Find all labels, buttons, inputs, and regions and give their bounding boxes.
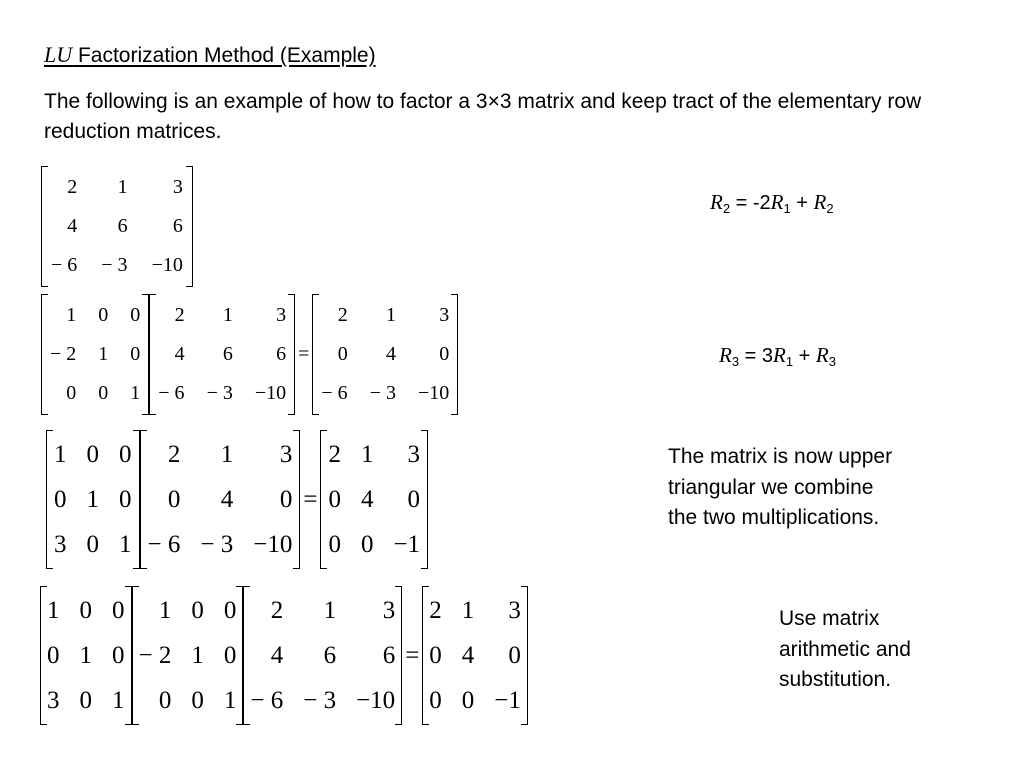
matrix-entry: 1 (98, 343, 109, 365)
matrix-entry: 0 (119, 440, 132, 468)
matrix-entry: 4 (67, 215, 78, 237)
matrix-entry: 0 (360, 530, 374, 558)
matrix-entry: 3 (508, 596, 521, 624)
matrix-entry: −10 (253, 530, 293, 558)
matrix-entry: 0 (167, 485, 181, 513)
matrix (149, 294, 295, 415)
matrix-entry: 0 (337, 343, 348, 365)
matrix-entry: 0 (508, 641, 521, 669)
matrix-entry: −1 (393, 530, 421, 558)
matrix-entry: 3 (382, 596, 396, 624)
matrix-entry: 0 (112, 596, 125, 624)
matrix-entry: − 3 (369, 382, 396, 404)
matrix-entry: 2 (337, 304, 348, 326)
matrix-entry: 2 (270, 596, 284, 624)
matrix-entry: − 6 (321, 382, 348, 404)
matrix-entry: 0 (119, 485, 132, 513)
equation-combined (40, 586, 528, 725)
matrix-entry: 0 (223, 641, 237, 669)
matrix-entry: − 6 (158, 382, 185, 404)
equals-sign: = (303, 485, 318, 513)
matrix-entry: 1 (223, 686, 237, 714)
row-operation-2: $R_3 = 3R_1 + R_3$ (719, 343, 836, 369)
equation-original-matrix (41, 166, 193, 287)
matrix-entry: 6 (222, 343, 233, 365)
matrix-entry: 3 (54, 530, 67, 558)
matrix-entry: 3 (172, 176, 183, 198)
matrix-entry: 0 (429, 641, 442, 669)
equals-sign: = (298, 343, 310, 365)
matrix-entry: 0 (130, 304, 141, 326)
matrix-entry: 0 (158, 686, 172, 714)
matrix-entry: 1 (461, 596, 475, 624)
matrix-entry: 0 (98, 382, 109, 404)
matrix-entry: 3 (276, 304, 287, 326)
equals-sign: = (405, 641, 420, 669)
matrix-entry: 0 (407, 485, 421, 513)
matrix-entry: 1 (117, 176, 128, 198)
matrix-entry: 6 (323, 641, 337, 669)
matrix-entry: 0 (439, 343, 450, 365)
matrix-entry: 2 (167, 440, 181, 468)
title-lu: LU (44, 42, 73, 67)
page-title (44, 42, 376, 68)
matrix-entry: 4 (461, 641, 475, 669)
matrix-entry: 0 (191, 686, 204, 714)
matrix-entry: −10 (356, 686, 396, 714)
matrix (320, 430, 428, 569)
matrix-entry: 0 (223, 596, 237, 624)
matrix-entry: 0 (328, 485, 341, 513)
matrix-entry: 2 (174, 304, 185, 326)
matrix-entry: 0 (54, 485, 67, 513)
matrix-entry: 1 (130, 382, 141, 404)
matrix-entry: − 3 (101, 254, 128, 276)
matrix-entry: 1 (222, 304, 233, 326)
matrix-entry: 1 (360, 440, 374, 468)
matrix (41, 294, 149, 415)
matrix-entry: 4 (385, 343, 396, 365)
matrix-entry: −1 (494, 686, 521, 714)
matrix-entry: 2 (67, 176, 78, 198)
matrix-entry: 1 (158, 596, 172, 624)
matrix-entry: 6 (276, 343, 287, 365)
matrix-entry: 6 (117, 215, 128, 237)
matrix-entry: 0 (328, 530, 341, 558)
matrix-entry: 1 (385, 304, 396, 326)
matrix (140, 430, 301, 569)
matrix-entry: 0 (86, 530, 99, 558)
equation-step-one (41, 294, 458, 415)
matrix-entry: −10 (254, 382, 287, 404)
matrix-entry: 0 (130, 343, 141, 365)
matrix-entry: 1 (323, 596, 337, 624)
matrix-entry: 0 (66, 382, 77, 404)
matrix-entry: 2 (429, 596, 442, 624)
intro-paragraph: The following is an example of how to factor a 3×3 matrix and keep tract of the elementary row reduction matrices. (44, 90, 922, 143)
matrix-entry: 0 (98, 304, 109, 326)
matrix-entry: 1 (79, 641, 92, 669)
matrix-entry: 0 (429, 686, 442, 714)
matrix-entry: 0 (86, 440, 99, 468)
matrix (132, 586, 244, 725)
matrix-entry: 0 (191, 596, 204, 624)
matrix-entry: 0 (279, 485, 293, 513)
matrix-entry: 0 (79, 596, 92, 624)
matrix-entry: − 3 (303, 686, 337, 714)
matrix-entry: 1 (191, 641, 204, 669)
matrix-entry: −10 (417, 382, 450, 404)
matrix-entry: 2 (328, 440, 341, 468)
note-matrix-arithmetic: Use matrix arithmetic and substitution. (779, 607, 911, 691)
matrix-entry: 1 (220, 440, 234, 468)
matrix-entry: 3 (439, 304, 450, 326)
matrix-entry: −10 (151, 254, 183, 276)
matrix (312, 294, 458, 415)
matrix-entry: 6 (382, 641, 396, 669)
matrix-entry: − 6 (147, 530, 181, 558)
equation-step-two (46, 430, 428, 569)
matrix-entry: 1 (66, 304, 77, 326)
matrix-entry: − 2 (50, 343, 77, 365)
matrix-entry: 0 (112, 641, 125, 669)
matrix (422, 586, 528, 725)
matrix-entry: − 2 (138, 641, 172, 669)
matrix-entry: 3 (279, 440, 293, 468)
matrix-entry: 1 (54, 440, 67, 468)
matrix-entry: 4 (270, 641, 284, 669)
matrix-entry: 4 (360, 485, 374, 513)
matrix-entry: 3 (407, 440, 421, 468)
matrix-entry: 0 (79, 686, 92, 714)
title-text: Factorization Method (Example) (77, 44, 376, 67)
note-upper-triangular: The matrix is now upper triangular we combine the two multiplications. (668, 445, 893, 529)
matrix-entry: − 3 (206, 382, 233, 404)
matrix-entry: 0 (47, 641, 60, 669)
matrix-entry: 4 (174, 343, 185, 365)
matrix-entry: 1 (86, 485, 99, 513)
matrix (243, 586, 402, 725)
matrix (46, 430, 140, 569)
matrix-entry: 4 (220, 485, 234, 513)
matrix-entry: − 3 (200, 530, 234, 558)
matrix-entry: − 6 (51, 254, 78, 276)
matrix (41, 166, 193, 287)
matrix-entry: 1 (119, 530, 132, 558)
matrix (40, 586, 132, 725)
matrix-entry: 0 (461, 686, 475, 714)
matrix-entry: − 6 (250, 686, 284, 714)
matrix-entry: 3 (47, 686, 60, 714)
matrix-entry: 1 (47, 596, 60, 624)
row-operation-1: $R_2 = -2R_1 + R_2$ (710, 190, 834, 216)
matrix-entry: 1 (112, 686, 125, 714)
matrix-entry: 6 (172, 215, 183, 237)
